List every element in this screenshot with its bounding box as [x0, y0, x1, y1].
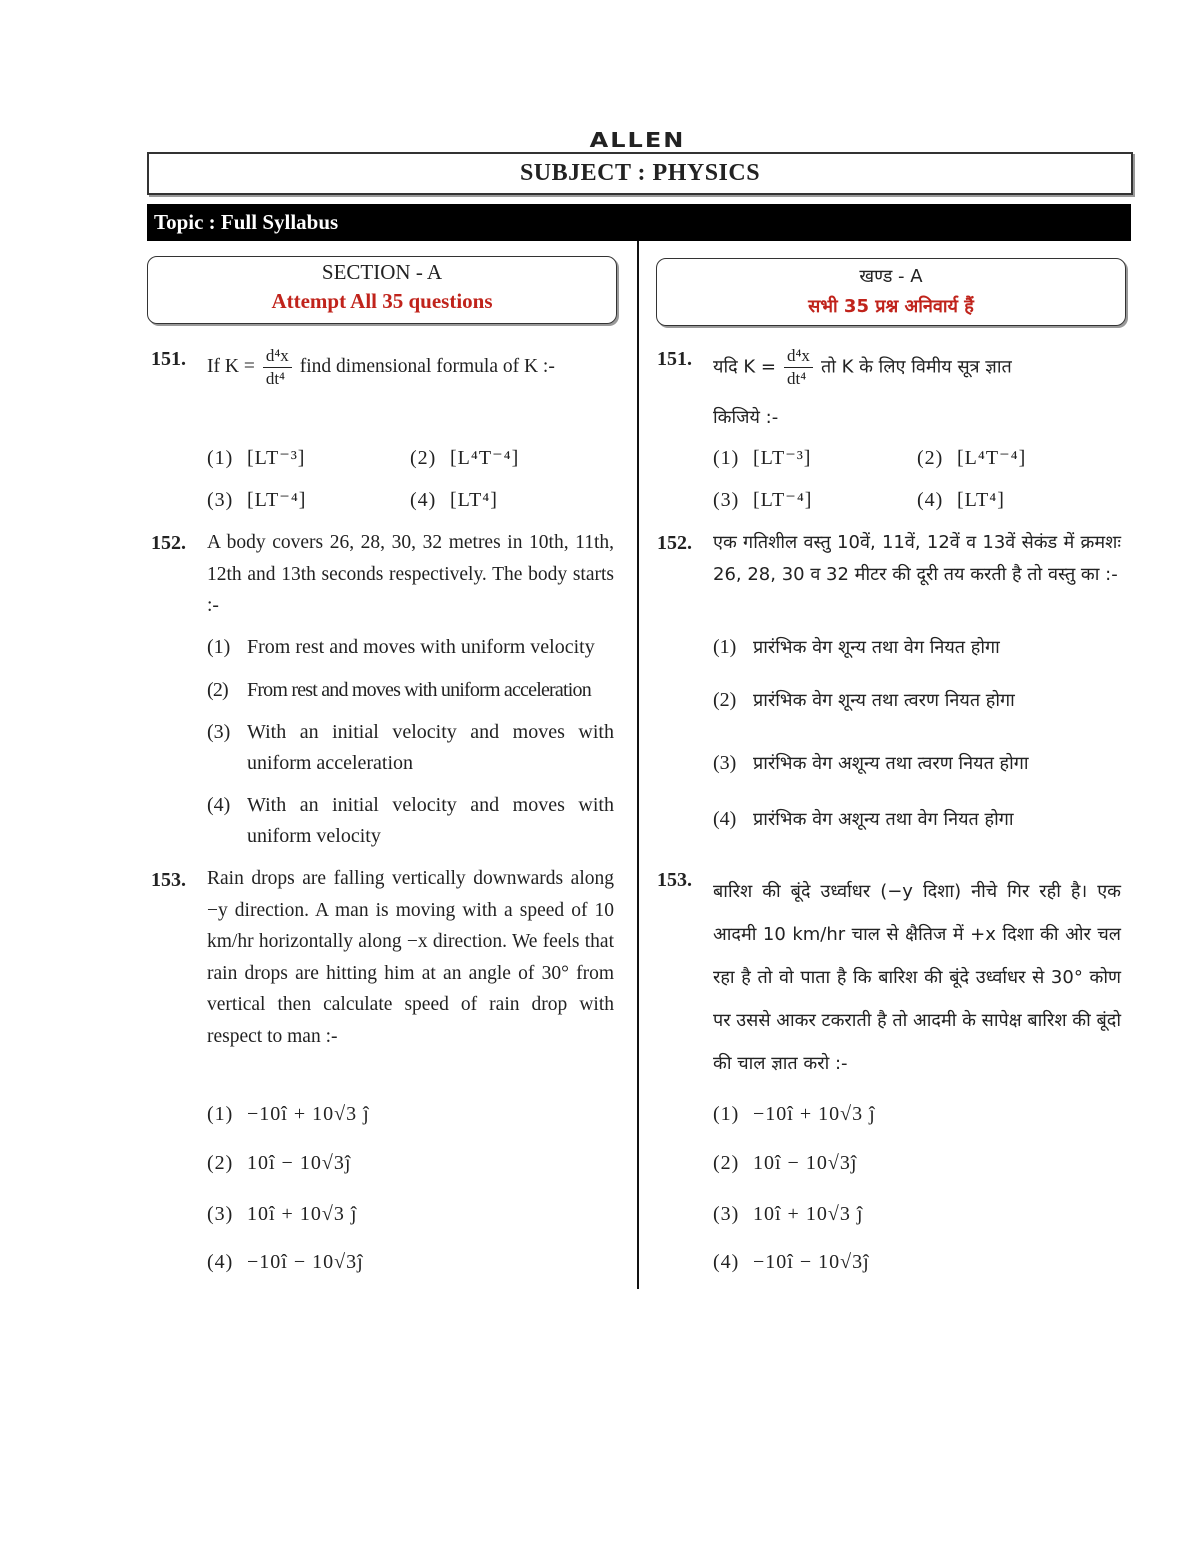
option-text: प्रारंभिक वेग शून्य तथा वेग नियत होगा	[753, 637, 1000, 658]
question-number: 153.	[657, 869, 692, 891]
question-text-151-hi	[713, 345, 1121, 390]
option-2[interactable]	[917, 443, 1026, 474]
option-text: [LT⁻⁴]	[247, 489, 307, 511]
section-box-hi	[656, 258, 1126, 326]
fraction	[263, 345, 292, 390]
fraction-denominator: dt⁴	[787, 369, 807, 388]
option-1[interactable]	[713, 443, 811, 474]
option-2[interactable]	[713, 1148, 857, 1179]
option-index: (3)	[713, 489, 740, 511]
option-text: [LT⁻³]	[753, 447, 812, 469]
option-4[interactable]	[713, 804, 1014, 835]
option-index: (1)	[713, 1103, 740, 1125]
fraction-denominator: dt⁴	[265, 369, 285, 388]
option-1[interactable]	[207, 632, 614, 663]
question-text-152-hi: एक गतिशील वस्तु 10वें, 11वें, 12वें व 13वें सेकंड में क्रमशः 26, 28, 30 व 32 मीटर की दूरी तय करती है तो वस्तु का :-	[713, 532, 1121, 585]
option-text: From rest and moves with uniform acceleration	[247, 679, 591, 701]
question-number: 152.	[151, 532, 186, 554]
option-4[interactable]	[410, 485, 498, 516]
section-title-hi: खण्ड - A	[859, 266, 923, 287]
option-index: (4)	[917, 489, 944, 511]
fraction-numerator: d⁴x	[263, 345, 292, 368]
topic-bar: Topic : Full Syllabus	[147, 204, 1131, 241]
option-text: [LT⁻⁴]	[753, 489, 813, 511]
option-3[interactable]	[713, 1199, 863, 1230]
option-4[interactable]	[207, 1247, 364, 1278]
option-text: [L⁴T⁻⁴]	[957, 447, 1027, 469]
option-index: (2)	[713, 1152, 740, 1174]
section-subtitle-en: Attempt All 35 questions	[271, 289, 493, 313]
column-divider	[637, 241, 639, 1289]
option-index: (1)	[207, 636, 231, 658]
option-text: प्रारंभिक वेग शून्य तथा त्वरण नियत होगा	[753, 690, 1015, 711]
option-index: (4)	[713, 1251, 740, 1273]
question-number: 151.	[657, 348, 692, 370]
option-3[interactable]	[713, 748, 1029, 779]
option-index: (2)	[207, 1152, 234, 1174]
option-text: With an initial velocity and moves with uniform acceleration	[247, 721, 614, 774]
allen-logo: ALLEN	[589, 128, 686, 152]
option-2[interactable]	[713, 685, 1015, 716]
option-index: (1)	[713, 636, 737, 658]
option-index: (3)	[713, 1203, 740, 1225]
option-index: (1)	[207, 1103, 234, 1125]
option-text: 10î + 10√3 ĵ	[753, 1203, 864, 1225]
fraction-numerator: d⁴x	[784, 345, 813, 368]
option-text: −10î − 10√3ĵ	[753, 1251, 870, 1273]
subject-title: SUBJECT : PHYSICS	[147, 152, 1133, 195]
option-index: (4)	[207, 794, 231, 816]
option-1[interactable]	[207, 443, 305, 474]
option-index: (2)	[207, 679, 228, 701]
option-index: (3)	[713, 752, 737, 774]
option-text: [LT⁻³]	[247, 447, 306, 469]
option-index: (2)	[713, 689, 737, 711]
option-3[interactable]	[207, 485, 306, 516]
option-text: −10î + 10√3 ĵ	[753, 1103, 876, 1125]
option-2[interactable]	[410, 443, 519, 474]
option-text: 10î − 10√3ĵ	[753, 1152, 858, 1174]
question-text-152: A body covers 26, 28, 30, 32 metres in 10th, 11th, 12th and 13th seconds respectively. The body starts :-	[207, 532, 614, 616]
option-text: −10î − 10√3ĵ	[247, 1251, 364, 1273]
option-text: प्रारंभिक वेग अशून्य तथा वेग नियत होगा	[753, 809, 1014, 830]
option-index: (2)	[410, 447, 437, 469]
option-index: (4)	[713, 808, 737, 830]
option-text: −10î + 10√3 ĵ	[247, 1103, 370, 1125]
option-4[interactable]	[207, 790, 614, 852]
option-index: (1)	[207, 447, 234, 469]
option-text: With an initial velocity and moves with uniform velocity	[247, 794, 614, 847]
option-index: (2)	[917, 447, 944, 469]
option-1[interactable]	[713, 632, 1000, 663]
question-stem: If K =	[207, 355, 255, 377]
option-3[interactable]	[207, 1199, 357, 1230]
question-number: 151.	[151, 348, 186, 370]
option-2[interactable]	[207, 675, 614, 706]
question-stem: find dimensional formula of K :-	[299, 355, 555, 377]
option-3[interactable]	[713, 485, 812, 516]
question-stem: यदि K =	[713, 356, 776, 378]
question-stem: तो K के लिए विमीय सूत्र ज्ञात	[820, 356, 1012, 378]
option-index: (4)	[410, 489, 437, 511]
option-text: 10î − 10√3ĵ	[247, 1152, 352, 1174]
option-index: (3)	[207, 1203, 234, 1225]
option-text: From rest and moves with uniform velocity	[247, 636, 595, 658]
option-text: [LT⁴]	[957, 489, 1005, 511]
option-text: [L⁴T⁻⁴]	[450, 447, 520, 469]
question-text-153-hi: बारिश की बूंदे उर्ध्वाधर (−y दिशा) नीचे गिर रही है। एक आदमी 10 km/hr चाल से क्षैतिज में +x दिशा की ओर चल रहा है तो वो पाता है कि बारिश की बूंदे उर्ध्वाधर से 30° कोण पर उससे आकर टकराती है तो आदमी के सापेक्ष बारिश की बूंदो की चाल ज्ञात करो :-	[713, 881, 1121, 1074]
section-title-en: SECTION - A	[321, 260, 443, 284]
option-text: प्रारंभिक वेग अशून्य तथा त्वरण नियत होगा	[753, 753, 1029, 774]
fraction	[784, 345, 813, 390]
section-box-en	[147, 256, 617, 324]
question-number: 153.	[151, 869, 186, 891]
option-2[interactable]	[207, 1148, 351, 1179]
option-4[interactable]	[713, 1247, 870, 1278]
option-1[interactable]	[713, 1099, 876, 1130]
option-text: 10î + 10√3 ĵ	[247, 1203, 358, 1225]
option-index: (3)	[207, 489, 234, 511]
question-text-151	[207, 345, 617, 390]
option-index: (1)	[713, 447, 740, 469]
option-text: [LT⁴]	[450, 489, 498, 511]
question-text-151-hi-line2: किजिये :-	[713, 407, 779, 428]
question-number: 152.	[657, 532, 692, 554]
section-subtitle-hi: सभी 35 प्रश्न अनिवार्य हैं	[808, 296, 974, 317]
option-4[interactable]	[917, 485, 1005, 516]
option-1[interactable]	[207, 1099, 370, 1130]
option-3[interactable]	[207, 717, 614, 779]
question-text-153: Rain drops are falling vertically downwards along −y direction. A man is moving with a speed of 10 km/hr horizontally along −x direction. We feels that rain drops are hitting him at an angle of 30° from vertical then calculate speed of rain drop with respect to man :-	[207, 868, 614, 1047]
option-index: (4)	[207, 1251, 234, 1273]
option-index: (3)	[207, 721, 231, 743]
